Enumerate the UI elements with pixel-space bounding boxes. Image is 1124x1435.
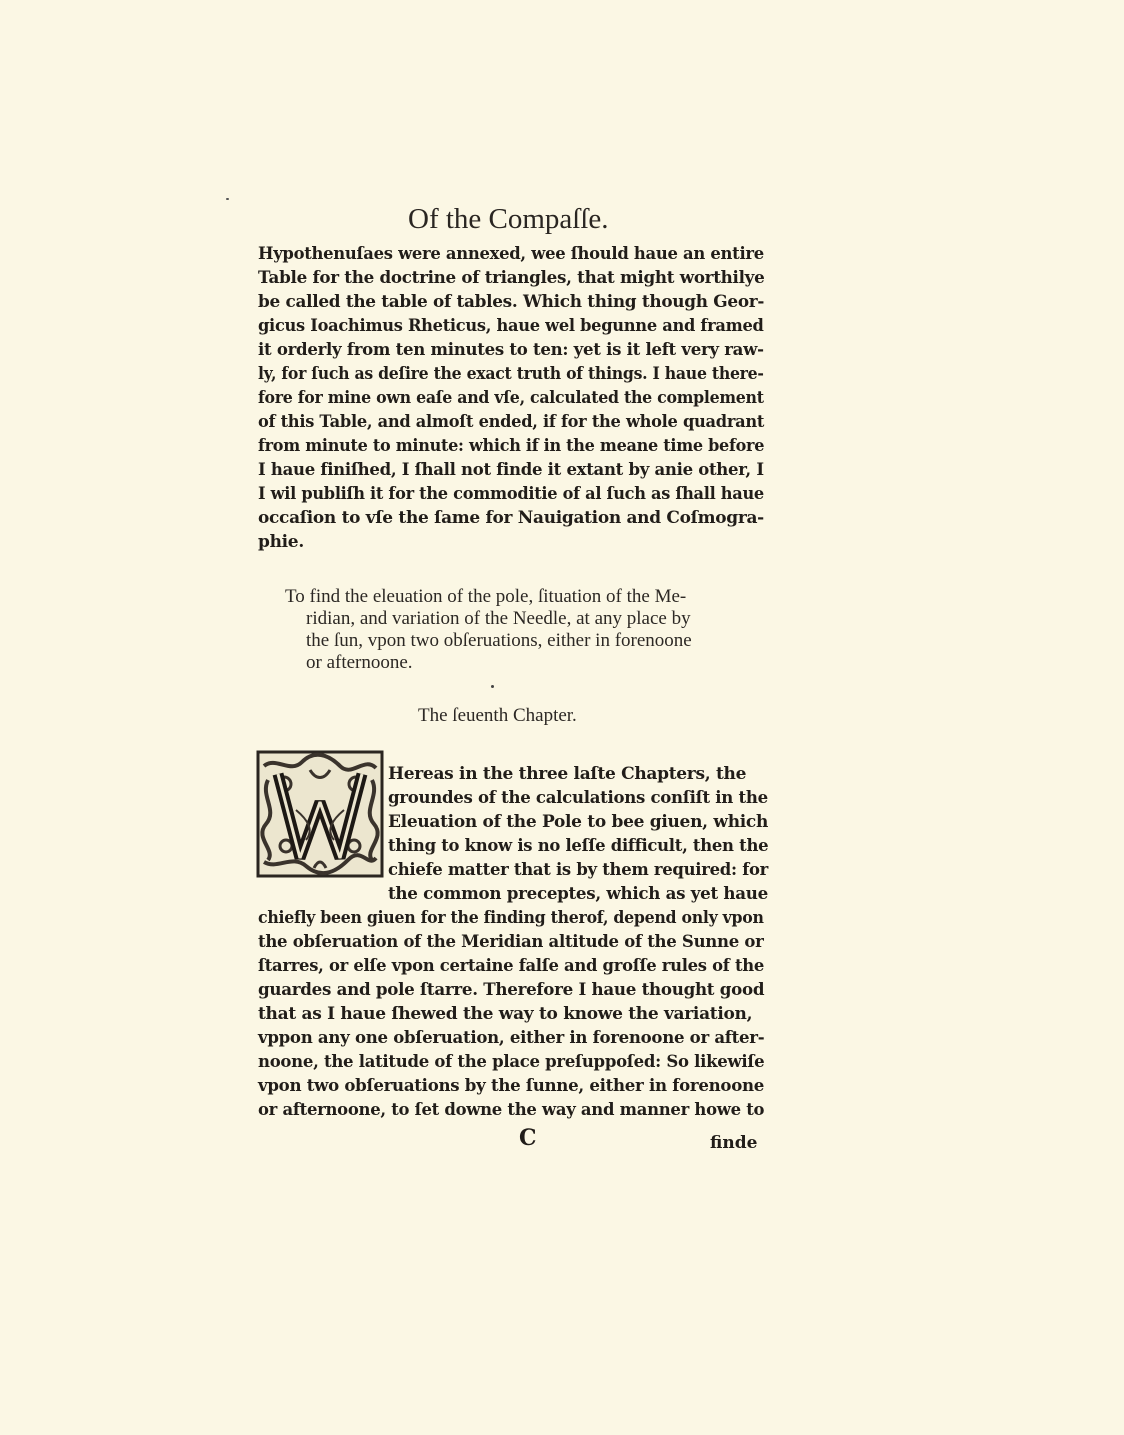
text-line: Hereas in the three laſte Chapters, the: [388, 764, 747, 784]
text-line: it orderly from ten minutes to ten: yet is it left very raw-: [258, 340, 764, 360]
text-line: phie.: [258, 532, 304, 552]
text-line: that as I haue ſhewed the way to knowe the variation,: [258, 1004, 753, 1024]
chapter-heading-line: the ſun, vpon two obſeruations, either in forenoone: [306, 630, 692, 651]
catchword: finde: [710, 1133, 758, 1153]
ink-dot: [491, 685, 494, 688]
text-line: guardes and pole ſtarre. Therefore I haue thought good: [258, 980, 765, 1000]
text-line: I haue finiſhed, I ſhall not finde it extant by anie other, I: [258, 460, 764, 480]
text-line: chiefly been giuen for the finding therof, depend only vpon: [258, 908, 764, 928]
text-line: noone, the latitude of the place preſuppoſed: So likewiſe: [258, 1052, 765, 1072]
text-line: gicus Ioachimus Rheticus, haue wel begunne and framed: [258, 316, 764, 336]
chapter-heading-line: or afternoone.: [306, 652, 413, 673]
chapter-title: The ſeuenth Chapter.: [418, 705, 577, 726]
ink-speck: [226, 198, 229, 200]
text-line: Hypothenuſaes were annexed, wee ſhould haue an entire: [258, 244, 764, 264]
decorated-initial: [256, 750, 384, 878]
text-line: or afternoone, to ſet downe the way and manner howe to: [258, 1100, 765, 1120]
text-line: chiefe matter that is by them required: for: [388, 860, 769, 880]
chapter-heading-line: ridian, and variation of the Needle, at any place by: [306, 608, 691, 629]
text-line: of this Table, and almoſt ended, if for the whole quadrant: [258, 412, 765, 432]
text-line: ly, for ſuch as deſire the exact truth of things. I haue there-: [258, 364, 764, 384]
text-line: occaſion to vſe the ſame for Nauigation and Coſmogra-: [258, 508, 764, 528]
decorated-initial-woodcut: [256, 750, 384, 878]
text-line: vpon two obſeruations by the ſunne, either in forenoone: [258, 1076, 765, 1096]
signature-mark: C: [519, 1125, 537, 1151]
text-line: the obſeruation of the Meridian altitude of the Sunne or: [258, 932, 764, 952]
chapter-heading-line: To find the eleuation of the pole, ſituation of the Me-: [285, 586, 687, 607]
text-line: Eleuation of the Pole to bee giuen, which: [388, 812, 769, 832]
text-line: from minute to minute: which if in the meane time before: [258, 436, 765, 456]
text-line: the common preceptes, which as yet haue: [388, 884, 768, 904]
text-line: fore for mine own eaſe and vſe, calculated the complement: [258, 388, 764, 408]
text-line: vppon any one obſeruation, either in forenoone or after-: [258, 1028, 765, 1048]
running-head: Of the Compaſſe.: [408, 203, 609, 235]
text-line: thing to know is no leſſe difficult, then the: [388, 836, 769, 856]
text-line: groundes of the calculations conſiſt in the: [388, 788, 768, 808]
text-line: be called the table of tables. Which thing though Geor-: [258, 292, 765, 312]
text-line: I wil publiſh it for the commoditie of al ſuch as ſhall haue: [258, 484, 764, 504]
text-line: Table for the doctrine of triangles, that might worthilye: [258, 268, 765, 288]
text-line: ſtarres, or elſe vpon certaine falſe and groſſe rules of the: [258, 956, 765, 976]
